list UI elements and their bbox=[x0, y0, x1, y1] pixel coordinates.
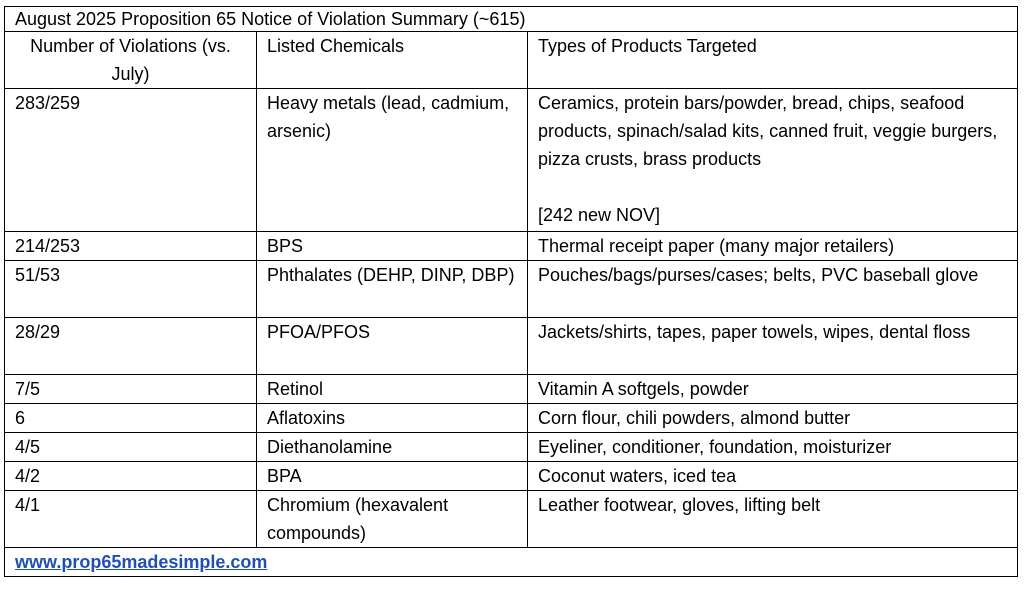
footer-cell bbox=[5, 548, 1018, 577]
website-link[interactable]: www.prop65madesimple.com bbox=[15, 552, 268, 572]
table-row bbox=[5, 232, 1018, 261]
table-title: August 2025 Proposition 65 Notice of Violation Summary (~615) bbox=[5, 7, 1018, 32]
footer-row bbox=[5, 548, 1018, 577]
products-text: Corn flour, chili powders, almond butter bbox=[528, 404, 1018, 433]
violation-count: 51/53 bbox=[5, 261, 257, 318]
title-row bbox=[5, 7, 1018, 32]
table-row bbox=[5, 404, 1018, 433]
new-nov-note: [242 new NOV] bbox=[538, 205, 661, 225]
table-row bbox=[5, 375, 1018, 404]
products-text: Pouches/bags/purses/cases; belts, PVC baseball glove bbox=[528, 261, 1018, 318]
header-chemicals: Listed Chemicals bbox=[257, 32, 528, 89]
table-row bbox=[5, 462, 1018, 491]
chemical-name: Chromium (hexavalent compounds) bbox=[257, 491, 528, 548]
header-products: Types of Products Targeted bbox=[528, 32, 1018, 89]
violation-count: 4/1 bbox=[5, 491, 257, 548]
chemical-name: Retinol bbox=[257, 375, 528, 404]
violation-count: 28/29 bbox=[5, 318, 257, 375]
violation-count: 4/2 bbox=[5, 462, 257, 491]
violation-count: 4/5 bbox=[5, 433, 257, 462]
table-row bbox=[5, 261, 1018, 318]
chemical-name: BPA bbox=[257, 462, 528, 491]
products-text: Coconut waters, iced tea bbox=[528, 462, 1018, 491]
violation-count: 283/259 bbox=[5, 89, 257, 232]
products-text: Vitamin A softgels, powder bbox=[528, 375, 1018, 404]
table-row bbox=[5, 433, 1018, 462]
header-count: Number of Violations (vs. July) bbox=[5, 32, 257, 89]
chemical-name: Heavy metals (lead, cadmium, arsenic) bbox=[257, 89, 528, 232]
violation-summary-table bbox=[4, 6, 1018, 577]
products-cell bbox=[528, 89, 1018, 232]
violation-count: 214/253 bbox=[5, 232, 257, 261]
header-row bbox=[5, 32, 1018, 89]
table-row bbox=[5, 89, 1018, 232]
products-text: Leather footwear, gloves, lifting belt bbox=[528, 491, 1018, 548]
chemical-name: Aflatoxins bbox=[257, 404, 528, 433]
products-text: Thermal receipt paper (many major retailers) bbox=[528, 232, 1018, 261]
products-text: Ceramics, protein bars/powder, bread, chips, seafood products, spinach/salad kits, canned fruit, veggie burgers, pizza crusts, brass products bbox=[538, 93, 998, 169]
products-text: Jackets/shirts, tapes, paper towels, wipes, dental floss bbox=[528, 318, 1018, 375]
chemical-name: PFOA/PFOS bbox=[257, 318, 528, 375]
products-text: Eyeliner, conditioner, foundation, moisturizer bbox=[528, 433, 1018, 462]
table-row bbox=[5, 491, 1018, 548]
violation-count: 6 bbox=[5, 404, 257, 433]
violation-count: 7/5 bbox=[5, 375, 257, 404]
chemical-name: Diethanolamine bbox=[257, 433, 528, 462]
chemical-name: Phthalates (DEHP, DINP, DBP) bbox=[257, 261, 528, 318]
chemical-name: BPS bbox=[257, 232, 528, 261]
table-row bbox=[5, 318, 1018, 375]
